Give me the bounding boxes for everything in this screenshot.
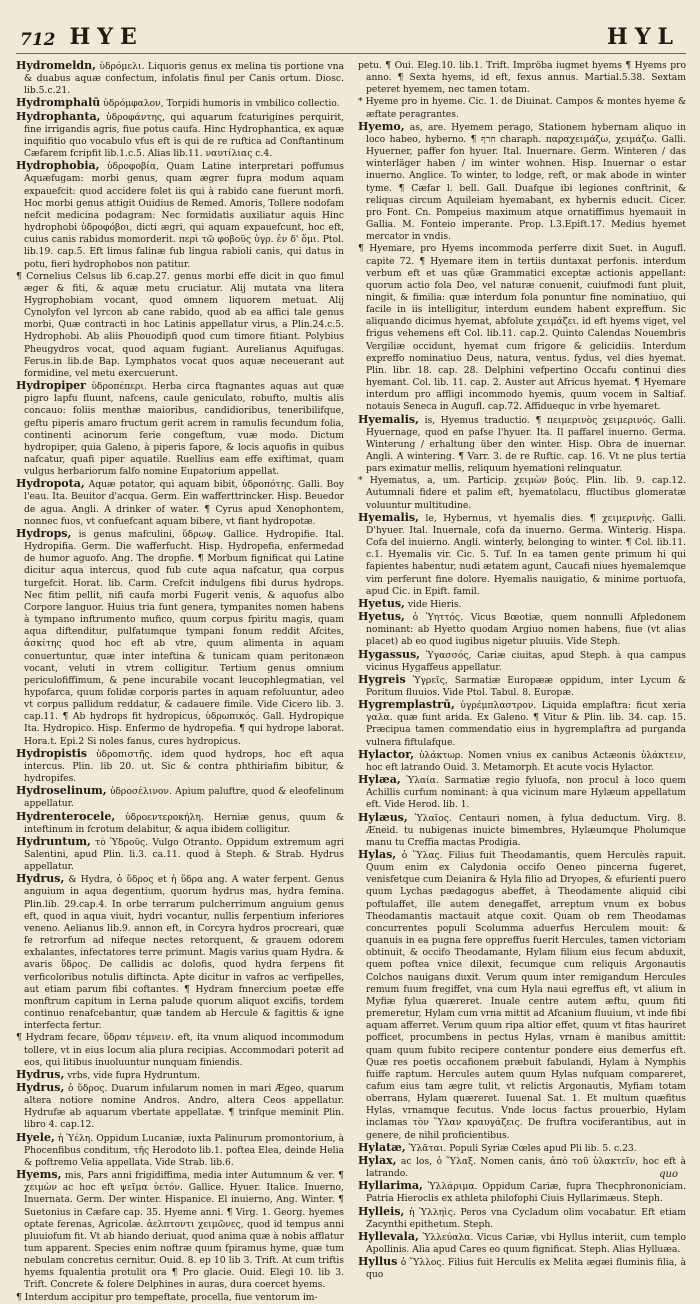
- entry-headword: Hydruntum,: [16, 834, 91, 848]
- entry-headword: Hylas,: [358, 848, 397, 861]
- entry-headword: Hylæa,: [358, 773, 401, 787]
- entry-headword: Hydroselinum,: [16, 784, 107, 798]
- entry-text: ¶ Cornelius Celsus lib 6.cap.27. genus morbi effe dicit in quo fimul æger & fiti, & aquæ metu cruciatur. Alij mutata vna litera Hygrophobiam vocant, quod omnem liquorem metuat. Alij Cynolyfon vel lyrcon ab cane rabido, quod ab ea affici tale genus morbi, Quæ contracti in hoc Latinis appellatur virus, a Plin.24.c.5. Hydrophobi. Ab aliis Phouodipfi quod cum timore fitiant. Polybius Pheugydros vocat, quod aquam fugiant. Aurelianus Aquifugas. Ferus.in lib.de Bap. Lymphatos vocat quos aquæ neceuerant aut formidine, vel metu exercuerunt.: [16, 270, 344, 379]
- entry-headword: Hyems,: [16, 1168, 62, 1182]
- entry-text: ὁ Ὕλλος. Filius fuit Herculis ex Melita ægæi fluminis filia, à quo: [366, 1257, 686, 1281]
- entry-headword: Hyetus,: [358, 610, 405, 624]
- dictionary-entry: [358, 812, 686, 849]
- entry-headword: Hydrus,: [16, 872, 65, 886]
- entry-text: Ὑγρεῖς, Sarmatiæ Europææ oppidum, inter Lycum & Poritum fluuios. Vide Ptol. Tabul. 8. Europæ.: [366, 674, 686, 698]
- entry-text: ὑλάκτωρ. Nomen vnius ex canibus Actæonis ὑλάκτειν, hoc eft latrando Ouid. 3. Metamorph. Et acute vocis Hylactor.: [366, 749, 687, 773]
- dictionary-entry: [16, 873, 344, 1032]
- dictionary-entry: [16, 1082, 344, 1132]
- catchword: quo: [659, 1169, 678, 1180]
- dictionary-entry: [16, 60, 344, 97]
- entry-headword: Hyllus: [358, 1255, 398, 1269]
- entry-headword: Hyllarima,: [358, 1179, 423, 1193]
- dictionary-entry: [358, 1142, 686, 1155]
- entry-headword: Hylatæ,: [358, 1140, 406, 1154]
- dictionary-entry: [358, 611, 686, 648]
- left-column: [16, 59, 345, 1303]
- entry-text: ὑγρέμπλαστρον. Liquida emplaftra: ficut xeria γαλα. quæ funt arida. Ex Galeno. ¶ Vitur & Plin. lib. 34. cap. 15. Præcipua tamen commendatio eius in hygremplaftra ad purganda vulnera fiftulafque.: [366, 700, 686, 748]
- dictionary-entry: [358, 512, 686, 598]
- entry-headword: Hygreis: [358, 672, 406, 686]
- entry-headword: Hydromphalū: [16, 96, 101, 110]
- dictionary-entry: [358, 849, 686, 1142]
- dictionary-entry: [16, 160, 344, 270]
- entry-text: vrbs, vide fupra Hydruntum.: [67, 1069, 201, 1081]
- entry-text: is, Hyemus traductio. ¶ πειμερινὸς χειμερινός. Galli. Hyuernage, quod en pafse l'hyuer. Ita. Il paffarel inuerno. Germa. Winterung / erhaltung über den winter. Hisp. Obra de inuernar. Angli. A wintering. ¶ Varr. 3. de re Ruftic. cap. 16. Vt ne plus tertia pars eximatur mellis, reliquum hyemationi relinquatur.: [366, 414, 686, 475]
- entry-headword: Hydropiper: [16, 379, 86, 393]
- entry-text: ὑδροεντεροκήλη. Herniæ genus, quum & inteftinum in fcrotum delabitur, & aqua ibidem colligitur.: [24, 811, 344, 835]
- dictionary-entry: [16, 785, 344, 810]
- entry-text: Ὑλαῖος. Centauri nomen, à fylua deductum. Virg. 8. Æneid. tu nubigenas inuicte bimembres, Hylæumque Pholumque manu tu Creffia mactas Prodigia.: [366, 812, 686, 848]
- entry-headword: Hydrus,: [16, 1080, 65, 1094]
- entry-text: ὑδροπιστῆς. idem quod hydrops, hoc eft aqua intercus. Plin. lib 20. ut. Sic & contra phthiriafim bibitur, & hydropifes.: [24, 748, 344, 785]
- dictionary-entry: [16, 836, 344, 873]
- entry-headword: Hyllevala,: [358, 1229, 419, 1243]
- entry-headword: Hydrops,: [16, 526, 72, 540]
- entry-text: Ὑγασσός, Cariæ ciuitas, apud Steph. à qua campus vicinus Hygaffeus appellatur.: [366, 649, 686, 673]
- dictionary-entry: [16, 811, 344, 836]
- entry-headword: Hyetus,: [358, 596, 405, 610]
- entry-headword: Hylleis,: [358, 1204, 405, 1218]
- dictionary-entry: [16, 1069, 344, 1082]
- right-column: [358, 60, 687, 1281]
- entry-text: ὑδροφάντης, qui aquarum fcaturigines perquirit, fine irrigandis agris, fiue potus caufa. Hinc Hydrophantica, ex aquæ inquifitio quo vocabulo vfus eft is qui de re ruftica ad Conftantinum Cæfarem fcripfit lib.1.c.5. Alias lib.11. ναυτίλιας c.4.: [24, 111, 345, 160]
- entry-headword: Hyemalis,: [358, 412, 419, 426]
- page-header: [16, 16, 686, 54]
- entry-text: ὁ Ὑηττός. Vicus Bœotiæ, quem nonnulli Afpledonem nominant: ab Hyetto quodam Argiuo nomen habens, fiue (vt alias placet) ab eo quod iugibus nigetur pluuiis. Vide Steph.: [366, 612, 687, 648]
- dictionary-entry: [16, 111, 344, 161]
- dictionary-entry: [16, 271, 344, 380]
- entry-headword: Hylax,: [358, 1153, 397, 1167]
- entry-text: * Hyematus, a, um. Particip. χειμὼν βούς. Plin. lib. 9. cap.12. Autumnali fidere et palim eft, hyematolacu, ffluctibus glomeratæ voluuntur multitudine.: [358, 475, 686, 511]
- dictionary-entry: [16, 1132, 344, 1169]
- entry-text: & Hydra, ὁ ὕδρος et ἡ ὕδρα ang. A water ferpent. Genus anguium in aqua degentium, quorum hydrus mas, hydra femina. Plin.lib. 29.cap.4. In orbe terrarum pulcherrimum anguium genus eft, quod in aqua viuit, hydri vocantur, nullis ferpentium inferiores veneno. Aelianus lib.9. annon eft, in Corcyra hydros procreari, quæ fe retrorfum ad nifeque nectes retorquent, & grauem odorem exhalantes, infectatores terre primunt. Magis varius quam Hydra. & avaris ὕδρος. De callidis ac dolofis, quod hydra ferpens fit verficoloribus notulis diftincta. Apte dicitur in vafros ac verfipelles, aut etiam parum fibi coftantes. ¶ Hydram fnnercium poetæ effe monftrum capitum in Lerna palude quorum aliquot excifis, tordem continuo renafcebantur, quæ tandem ab Hercule & fagittis & igne interfecta fertur.: [24, 874, 344, 1032]
- entry-text: le, Hybernus, vt hyemalis dies. ¶ χειμερινὴς. Galli. D'hyuer. Ital. Inuernale, cofa da inuerno. Germa. Winterig. Hispa. Cofa del inuierno. Angli. winterly, belonging to winter. ¶ Col. lib.11. c.1. Hyemalis vir. Cic. 5. Tuf. In ea tamen gente primum hi qui fapientes habentur, nudi ætatem agunt, Caucafi niues hyemalemque vim perferunt fine dolore. Hyemalis nauigatio, & minime portuofa, apud Cic. in Epift. famil.: [366, 512, 686, 597]
- page-number: 712: [20, 30, 56, 50]
- entry-text: ὑδρόμελι. Liquoris genus ex melina tis portione vna & duabus aquæ confectum, infolatis finul per Canis ortum. Diosc. lib.5.c.21.: [24, 61, 345, 97]
- entry-headword: Hydrenterocele,: [16, 809, 116, 823]
- running-title-right: HYL: [607, 24, 680, 50]
- entry-text: is genus mafculini, ὕδρωψ. Gallice. Hydropifie. Ital. Hydropifia. Germ. Die wafferfucht. Hisp. Hydropefia, enfermedad de humor aguofo. Ang. The dropfie. ¶ Morbum fignificat qui Latine dicitur aqua intercus, quod fub cute aqua nafcatur, qua corpus turgefcit. Horat. lib. Carm. Crefcit indulgens fibi durus hydrops. Nec fitim pellit, nifi caufa morbi Fugerit venis, & aquofus albo Corpore languor. Huius tria funt genera, tympanites nomen habens à tympano inftrumento mufico, quum corpus fpiritu magis, quam aqua diftenditur, pulfatumque tympani fonum reddit Afcites, ἀσκίτης quod hoc eft ab vtre, quum alimenta in aquam conuertuntur, quæ inter inteftina & tunicam quam peritonæon vocant, veluti in vtrem colligitur. Tertium genus omnium periculofiffimum, & pene incurabile vocant leucophlegmatian, vel hypofarca, quum folidæ corporis partes in aquam refoluuntur, adeo vt corpus pallidum reddatur, & cadauere fimile. Vide Cicero lib. 3. cap.11. ¶ Ab hydrops fit hydropicus, ὑδρωπικός. Gall. Hydropique Ita. Hydropico. Hisp. Enfermo de hydropefia. ¶ qui hydrope laborat. Hora.t. Epi.2 Si noles fanus, cures hydropicus.: [24, 528, 344, 747]
- dictionary-entry: [358, 243, 686, 413]
- running-title-left: HYE: [69, 24, 144, 50]
- entry-text: * Hyeme pro in hyeme. Cic. 1. de Diuinat. Campos & montes hyeme & æftate peragrantes.: [358, 96, 686, 120]
- entry-text: Ὑλαία. Sarmatiæ regio fyluofa, non procul à loco quem Achillis curfum nominant: à qua vicinum mare Hylæum appellatum eft. Vide Herod. lib. 1.: [366, 775, 686, 811]
- entry-text: ¶ Hyemare, pro Hyems incommoda perferre dixit Suet. in Augufl. capite 72. ¶ Hyemare item in tertiis duntaxat perfonis. interdum verbum eft et uas qũæ Grammatici exceptæ actionis appellant: quorum actio fola Deo, vel naturæ conuenit, cuiufmodi funt pluit, ningit, & fimilia: quæ interdum fola ponuntur fine nominatiuo, qui facile in iis intelligitur, interdum eundem habent expreffum. Sic aliquando dicimus hyemat, abfolute χειμάζει. id eft hyems viget, vel frigus vehemens eft Col. lib.11. cap.2. Quinto Calendas Nouembris Vergiliæ occidunt, hyemat cum frigore & gelicidiis. Interdum expreffo nominatiuo Deus, natura, ventus. fydus, vel dies hyemat. Plin. libr. 18. cap. 28. Delphini vefpertino Occafu continui dies hyemant. Col. lib. 11. cap. 2. Auster aut Africus hyemat. ¶ Hyemare interdum pro affligi incommodo hyemis, quum vocem in Saltiaf. notauis Seneca in Augufl. cap.72. Affiduequc in vrbe hyemaret.: [358, 243, 686, 413]
- dictionary-entry: [358, 774, 686, 811]
- dictionary-entry: [16, 748, 344, 785]
- dictionary-entry: [16, 1032, 344, 1068]
- entry-headword: Hydrus,: [16, 1067, 65, 1081]
- entry-text: ὑδρόμφαλον, Torpidi humoris in vmbilico collectio.: [103, 98, 340, 110]
- dictionary-entry: [358, 1231, 686, 1256]
- dictionary-entry: [358, 749, 686, 774]
- entry-headword: Hydropota,: [16, 477, 85, 491]
- dictionary-entry: [16, 380, 344, 478]
- entry-text: mis, Pars anni frigidiffima, media inter Autumnum & ver. ¶ χειμὼν ac hoc eft ψεῖμα ὑετόν. Gallice. Hyuer. Italice. Inuerno, Inuernata. Germ. Der winter. Hispanice. El inuierno, Ang. Winter. ¶ Suetonius in Cæfare cap. 35. Hyeme anni. ¶ Virg. 1. Georg. hyemes optate ferenas, Agricolæ. ἀελπτοντι χειμῶνες, quod id tempus anni pluuiofum fit. Vt ab hiando deriuat, quod anima quæ à nobis afflatur tum apparent. Species enim noftræ quum fpiramus hyme, quæ tum nebulam concretus cernitur. Ouid. 8. ep 10 lib 3. Trift. At cum triftis hyems fqualentia protulit ora ¶ Pro glacie. Ouid. Elegi 10. lib 3. Trift. Concrete & folere Delphines in auras, dura coercet hyems.: [24, 1170, 344, 1291]
- entry-headword: Hyele,: [16, 1130, 55, 1144]
- entry-text: ὑδροφοβία, Quam Latine interpretari poffumus Aquæfugam: morbi genus, quam ægrer fupra modum aquam expauefcit: quod accidere folet iis qui à rabido cane fuerunt morfi. Hoc morbi genus attigit Ouidius de Remed. Amoris, Tollere nodofam nefcit medicina podagram: Nec formidatis auxiliatur aquis Hinc hydrophobi ὑδροφόβοι, dicti ægri, qui aquam expauefcunt, hoc eft, cuius canis rabidus momorderit. περὶ τῶ φοβοῦς ὑγρ. ἐν δ' ὅμι. Ptol. lib.19. cap.5. Eft limus falinæ fub lingua rabioli canis, qui datus in potu, fieri hydrophobos non patitur.: [24, 161, 344, 270]
- dictionary-entry: [16, 478, 344, 528]
- dictionary-entry: [16, 528, 344, 748]
- entry-headword: Hygremplastrū,: [358, 698, 455, 712]
- dictionary-entry: [358, 60, 686, 96]
- dictionary-entry: [358, 649, 686, 674]
- entry-text: ac los, ὁ Ὕλαξ. Nomen canis, ἀπὸ τοῦ ὑλακτεῖν, hoc eft à latrando.: [366, 1155, 686, 1180]
- entry-text: Ὑλᾶται. Populi Syriæ Cœles apud Pli lib. 5. c.23.: [408, 1142, 637, 1154]
- dictionary-entry: [358, 674, 686, 699]
- entry-headword: Hydromeldn,: [16, 59, 96, 72]
- entry-text: vide Hieris.: [407, 598, 462, 610]
- dictionary-entry: [358, 1206, 686, 1231]
- entry-headword: Hyemo,: [358, 119, 405, 133]
- entry-text: ¶ Hydram fecare, ὕδραν τέμνειν. eft, ita vnum aliquod incommodum tollere, vt in eius locum alia plura recipias. Accommodari poterit ad eos, qui litibus inuoluuntur nunquam finiendis.: [16, 1032, 344, 1068]
- dictionary-entry: [16, 1292, 344, 1304]
- dictionary-entry: [358, 96, 686, 120]
- entry-text: ἡ Ὑλληὶς. Peros vna Cycladum olim vocabatur. Eft etiam Zacynthi epithetum. Steph.: [366, 1206, 687, 1230]
- dictionary-entry: [358, 475, 686, 511]
- entry-text: ὁ ὕδρος. Duarum infularum nomen in mari Ægeo, quarum altera notiore nomine Andros. Andro, altera Ceos appellatur. Hydrufæ ab aquarum vbertate appellatæ. ¶ trinfque meminit Plin. libro 4. cap.12.: [24, 1082, 345, 1131]
- entry-text: as, are. Hyemem perago, Stationem hybernam aliquo in loco habeo, hyberno. ¶ חרף charaph. παραχειμάζω, χειμάζω. Galli. Hyuerner, paffer fon hyuer. Ital. Inuernare. Germ. Winteren / das winterläger haben / im winter wohnen. Hisp. Inuernar o estar inuerno. Anglice. To winter, to lodge, reft, or mak abode in winter tyme. ¶ Cæfar l. bell. Gall. Duafque ibi legiones conftrinit, & reliquas circum Aquileiam hyemabant, ex hybernis educit. Cicer. pro Font. Cn. Pompeius maximum atque ornatiffimus hyemauit in Gallia. M. Fonteio imperante. Prop. l.3.Epift.17. Medius hyemet mercator in vndis.: [366, 121, 687, 243]
- entry-text: ¶ Interdum accipitur pro tempeftate, procella, fiue ventorum im-: [16, 1291, 318, 1303]
- entry-text: Aquæ potator, qui aquam bibit, ὑδροπότης. Galli. Boy l'eau. Ita. Beuitor d'acqua. Germ. Ein wafferttrincker. Hisp. Beuedor de agua. Angli. A drinker of water. ¶ Cyrus apud Xenophontem, nonnec fuos, vt confuefcant aquam bibere, vt fiant hydropotæ.: [24, 479, 345, 527]
- text-columns: [16, 59, 687, 1303]
- entry-text: ὑδροπέπερι. Herba circa ftagnantes aquas aut quæ pigro lapfu fluunt, nafcens, caule geniculato, robufto, multis alis concauo: foliis menthæ maioribus, candidioribus, teneribilifque, geftu piperis amaro fructum gerit acrem in ramulis fecundum folia, continenti acinorum ferie congeftum, vuæ modo. Dictum hydropiper, quia Galeno, à piperis fapore, & locis aquofis in quibus nafcatur, quafi piper aquatile. Ruellius eam effe exiftimat, quam vulgus herbariorum falfo nomine Eupatorium appellat.: [24, 381, 344, 478]
- entry-text: ὑδροσέλινον. Apium paluftre, quod & eleofelinum appellatur.: [24, 786, 344, 810]
- entry-headword: Hydropistis: [16, 746, 88, 760]
- entry-headword: Hydrophobia,: [16, 159, 100, 173]
- entry-headword: Hydrophanta,: [16, 109, 101, 123]
- dictionary-entry: [16, 1169, 344, 1292]
- dictionary-entry: [358, 1256, 686, 1281]
- entry-headword: Hylæus,: [358, 810, 408, 824]
- entry-headword: Hylactor,: [358, 747, 415, 761]
- dictionary-entry: [358, 598, 686, 611]
- entry-text: Ὑλλεύαλα. Vicus Cariæ, vbi Hyllus interiit, cum templo Apollinis. Alia apud Cares eo quum fignificat. Steph. Alias Hylluæa.: [366, 1231, 686, 1255]
- entry-headword: Hygassus,: [358, 647, 421, 661]
- dictionary-entry: [358, 699, 686, 749]
- dictionary-entry: [358, 414, 686, 476]
- dictionary-entry: [358, 121, 686, 244]
- entry-text: ἡ Ὑέλη. Oppidum Lucaniæ, iuxta Palinurum promontorium, à Phocenfibus conditum, τῆς Herodoto lib.1. poftea Elea, deinde Helia & poftremo Velia appellata. Vide Strab. lib.6.: [24, 1132, 345, 1168]
- entry-text: τὸ Ὑδροῦς. Vulgo Otranto. Oppidum extremum agri Salentini, apud Plin. li.3. ca.11. quod à Steph. & Strab. Hydrus appellatur.: [24, 836, 344, 873]
- entry-headword: Hyemalis,: [358, 510, 419, 524]
- dictionary-entry: [358, 1155, 686, 1180]
- dictionary-entry: [358, 1180, 686, 1205]
- entry-text: Ὑλλάριμα. Oppidum Cariæ, fupra Thecphrononiciam. Patria Hieroclis ex athleta philofophi Ciuis Hyllarimæus. Steph.: [366, 1181, 687, 1205]
- entry-text: ὁ Ὕλας. Filius fuit Theodamantis, quem Herculès rapuit. Quum enim ex Calydonia occifo Oeneo pincerna fugeret, venisfetque cum Deianira & Hyla filio ad Dryopes, & efurienti puero quum Lychas pædagogus abeffet, à Theodamente aliquid cibi poftulaffet, ille autem denegaffet, arreptum vnum ex bobus Theodamantis mactauit atque coxit. Quam ob rem Theodamas concurrentes populi Scolumma aduerfus Herculem mouit: & quanuis in ea pugna fere oppreffus fuerit Hercules, tamen victoriam obtinuit, & occifo Theodamante, Hylam filium eius fecum abduxit, quem poftea vnice dilexit, fecumque cum reliquis Argonautis Colchos nauigans duxit. Verum quum inter remigandum Hercules remum fuum fregiffet, vna cum Hyla naui egreffus eft, vt alium in Myfiæ fylua quæreret. Inuale centre autem æftu, quum fiti premeretur, Hylam cum vrna mittit ad Afcanium fluuium, vt inde fibi aquam afferret. Verum quum ripa altior effet, quum vt fitas hauriret pofficet, procumbens in pectus Hylas, vrnam è manibus amittit: quam quum fubito recipere contentur pondere eius demerfus eft. Quæ res poetis occafionem præbuit fabulandi, Hylam à Nymphis fuiffe raptum. Hercules autem quum Hylas nufquam compareret, cafum eius tam ægre tulit, vt relictis Argonautis, Myfiam totam oberrans, Hylam quæreret. Iuuenal Sat. 1. Et multum quæfitus Hylas, vrnamque fecutus. Vnde locus factus prouerbio, Hylam inclamas τὸν Ὕλαν κραυγάζεις. De fruftra vociferantibus, aut in genere, de nihil proficientibus.: [366, 850, 686, 1141]
- entry-text: petu. ¶ Oui. Eleg.10. lib.1. Trift. Impröba iugmet hyems ¶ Hyems pro anno. ¶ Sexta hyems, id eft, fexus annus. Martial.5.38. Sextam peteret hyemem, nec tamen totam.: [358, 60, 686, 96]
